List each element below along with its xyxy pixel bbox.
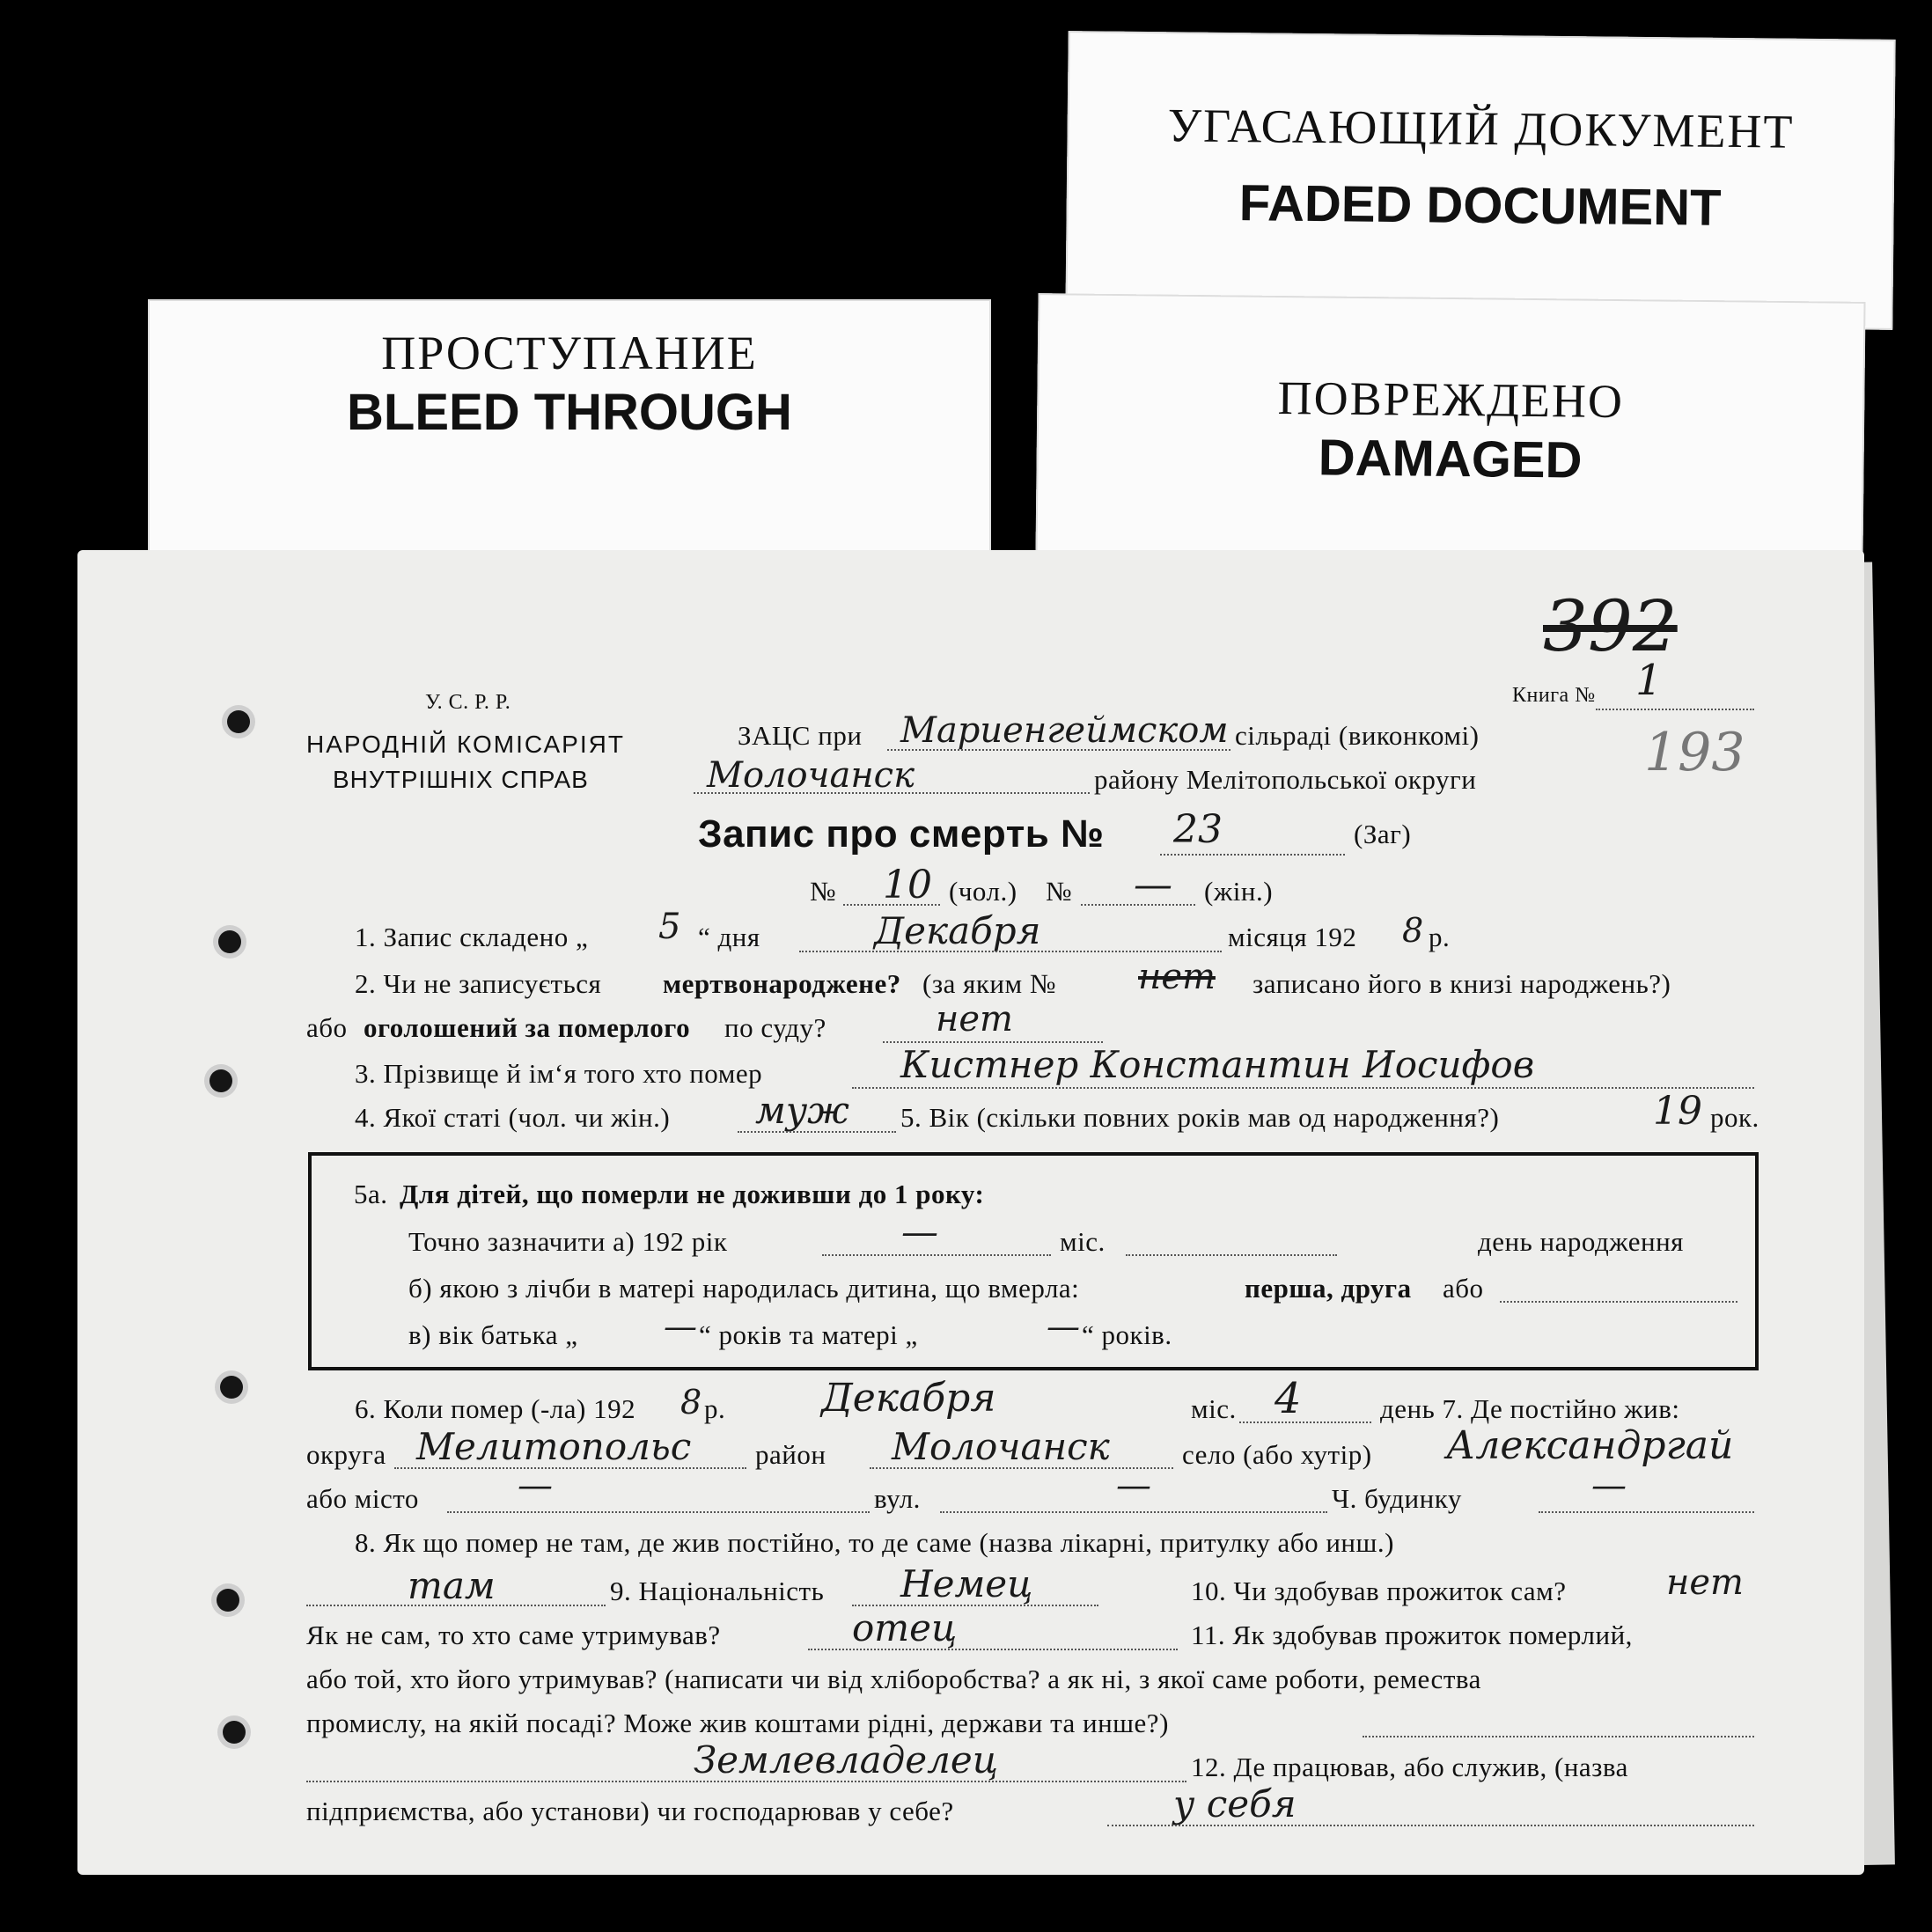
bleed-through-label: [148, 299, 991, 555]
f5a-year-value: —: [901, 1210, 938, 1253]
f7-street: —: [1116, 1466, 1151, 1506]
header-commissariat: НАРОДНІЙ КОМІСАРІЯТ: [306, 731, 625, 758]
f2-stillborn: мертвонароджене?: [663, 968, 901, 999]
f10b-line: [808, 1649, 1178, 1650]
f7-raion: Молочанск: [892, 1425, 1110, 1468]
book-number-line: [1596, 709, 1754, 710]
f7-okruga-label: округа: [306, 1439, 386, 1470]
f1-month-line: [799, 951, 1222, 952]
punch-hole: [217, 1589, 239, 1612]
f2-declared-dead: оголошений за померлого: [364, 1012, 691, 1043]
f10-label: 10. Чи здобував прожиток сам?: [1191, 1576, 1567, 1606]
female-no-label: №: [1046, 876, 1073, 907]
f12-label-b: підприємства, або установи) чи господарював у себе?: [306, 1796, 954, 1826]
record-number: 23: [1173, 807, 1223, 852]
f5-age: 19: [1653, 1089, 1702, 1134]
f11-label-start: 11. Як здобував прожиток померлий,: [1191, 1620, 1633, 1650]
f5a-line1-a: Точно зазначити а) 192 рік: [408, 1226, 728, 1257]
damaged-label-ru: ПОВРЕЖДЕНО: [1277, 371, 1625, 429]
f10-value: нет: [1666, 1562, 1744, 1603]
f7-selo-label: село (або хутір): [1182, 1439, 1372, 1470]
f9-nationality: Немец: [900, 1562, 1033, 1605]
female-number: —: [1134, 863, 1172, 907]
male-label: (чол.): [949, 876, 1017, 907]
f3-label: 3. Прізвище й ім‘я того хто помер: [355, 1058, 763, 1089]
f7-okruga-line: [394, 1467, 746, 1469]
f11-line-2: [306, 1781, 1186, 1782]
infant-section-box: [308, 1152, 1759, 1370]
f5a-line3-a: в) вік батька „: [408, 1319, 578, 1350]
f4-sex-line: [738, 1131, 896, 1133]
f2-label-b: (за яким №: [922, 968, 1056, 999]
f11-line-1: [1363, 1736, 1754, 1737]
f7-okruga: Мелитопольс: [416, 1425, 692, 1468]
bleed-label-en: BLEED THROUGH: [347, 384, 792, 441]
f5-years-label: рок.: [1710, 1102, 1759, 1133]
f3-name: Кистнер Константин Иосифов: [900, 1043, 1535, 1086]
f1-label-a: 1. Запис складено „: [355, 922, 589, 952]
f6-label-b: р.: [704, 1393, 726, 1424]
f2-court-value: нет: [936, 999, 1013, 1039]
header-ussr: У. С. Р. Р.: [425, 691, 511, 714]
f5a-line2-b: або: [1443, 1273, 1484, 1304]
zags-name: Мариенгеймском: [900, 710, 1229, 751]
district-name: Молочанск: [707, 755, 915, 796]
male-number-line: [843, 904, 940, 906]
f5a-line2-bold: перша, друга: [1245, 1273, 1412, 1304]
f12-line: [1107, 1825, 1754, 1826]
f9-label: 9. Національність: [610, 1576, 825, 1606]
f7-raion-label: район: [755, 1439, 826, 1470]
f6-label-c: міс.: [1191, 1393, 1237, 1424]
f7-city: —: [518, 1466, 553, 1506]
bleed-label-ru: ПРОСТУПАНИЕ: [381, 327, 758, 379]
f1-label-b: “ дня: [698, 922, 760, 952]
f5a-mother-age: —: [1047, 1307, 1080, 1346]
damaged-label-en: DAMAGED: [1318, 429, 1583, 489]
f5a-line1-b: міс.: [1060, 1226, 1106, 1257]
f1-month: Декабря: [874, 909, 1041, 952]
faded-label-en: FADED DOCUMENT: [1238, 174, 1722, 237]
f1-label-c: місяця 192: [1228, 922, 1357, 952]
f8-place: там: [408, 1564, 496, 1607]
record-title: Запис про смерть №: [698, 812, 1105, 856]
f5a-line1-c: день народження: [1478, 1226, 1684, 1257]
f2-label-a: 2. Чи не записується: [355, 968, 602, 999]
f5a-order-line: [1500, 1301, 1737, 1303]
f5a-title: Для дітей, що померли не доживши до 1 року:: [400, 1179, 985, 1209]
f6-day: 4: [1275, 1374, 1302, 1423]
male-no-label: №: [810, 876, 837, 907]
f6-month: Декабря: [821, 1376, 996, 1421]
zags-prefix: ЗАЦС при: [738, 720, 863, 751]
f4-label: 4. Якої статі (чол. чи жін.): [355, 1102, 671, 1133]
f7-street-line: [940, 1511, 1327, 1513]
f7-house: —: [1591, 1466, 1627, 1506]
f5a-line3-c: “ років.: [1082, 1319, 1172, 1350]
punch-hole: [209, 1069, 232, 1092]
punch-hole: [223, 1721, 246, 1744]
f12-value: у себя: [1173, 1782, 1297, 1825]
f8-label: 8. Як що помер не там, де жив постійно, то де саме (назва лікарні, притулку або инш.): [355, 1527, 1394, 1558]
f5a-month-line: [1126, 1254, 1337, 1256]
record-title-suffix: (Заг): [1354, 819, 1412, 849]
f4-sex: муж: [755, 1089, 849, 1132]
f7-city-line: [447, 1511, 870, 1513]
f7-house-label: Ч. будинку: [1332, 1483, 1462, 1514]
f11-label-a: або той, хто його утримував? (написати чи від хліборобства? а як ні, з якої саме роботи, ремества: [306, 1664, 1481, 1694]
damaged-label: [1035, 293, 1865, 566]
female-label: (жін.): [1204, 876, 1274, 907]
male-number: 10: [883, 863, 932, 907]
punch-hole: [220, 1376, 243, 1399]
f3-name-line: [852, 1087, 1754, 1089]
page-number-side: 193: [1644, 722, 1745, 783]
f1-year: 8: [1402, 911, 1424, 950]
punch-hole: [227, 710, 250, 733]
f5-label: 5. Вік (скільки повних років мав од народження?): [900, 1102, 1500, 1133]
f1-day: 5: [658, 907, 681, 947]
f5a-number: 5а.: [354, 1179, 388, 1209]
book-number: 1: [1635, 656, 1663, 705]
faded-label-ru: УГАСАЮЩИЙ ДОКУМЕНТ: [1167, 99, 1795, 158]
punch-hole: [218, 930, 241, 953]
f7-city-label: або місто: [306, 1483, 419, 1514]
page-number-top: 392: [1543, 585, 1678, 667]
f5a-line3-b: “ років та матері „: [699, 1319, 918, 1350]
header-internal-affairs: ВНУТРІШНІХ СПРАВ: [333, 766, 589, 793]
book-label: Книга №: [1512, 684, 1596, 707]
f5a-line2-a: б) якою з лічби в матері народилась дитина, що вмерла:: [408, 1273, 1080, 1304]
f1-label-d: р.: [1429, 922, 1451, 952]
faded-document-label: [1065, 31, 1895, 330]
f8-place-line: [306, 1605, 606, 1606]
f12-label-a: 12. Де працював, або служив, (назва: [1191, 1752, 1628, 1782]
f6-label-a: 6. Коли помер (-ла) 192: [355, 1393, 636, 1424]
f2-label-e: по суду?: [724, 1012, 826, 1043]
death-record-page: [77, 550, 1864, 1875]
f11-occupation: Землевладелец: [694, 1738, 999, 1781]
f10b-value: отец: [852, 1606, 958, 1649]
f6-label-d: день 7. Де постійно жив:: [1380, 1393, 1680, 1424]
f7-house-line: [1539, 1511, 1754, 1513]
f2-label-d: або: [306, 1012, 348, 1043]
f2-number: нет: [1138, 957, 1216, 997]
district-suffix: району Мелітопольської округи: [1094, 764, 1477, 795]
record-number-line: [1160, 854, 1345, 856]
f6-day-line: [1239, 1421, 1371, 1423]
f7-selo: Александргай: [1446, 1423, 1734, 1468]
district-line: [694, 792, 1090, 794]
f11-label-b: промислу, на якій посаді? Може жив коштами рідні, держави та инше?): [306, 1708, 1169, 1738]
f5a-year-line: [822, 1254, 1051, 1256]
zags-name-line: [887, 749, 1230, 751]
zags-suffix: сільраді (виконкомі): [1235, 720, 1480, 751]
f5a-father-age: —: [664, 1307, 697, 1346]
f7-street-label: вул.: [874, 1483, 921, 1514]
f10b-label: Як не сам, то хто саме утримував?: [306, 1620, 721, 1650]
f6-year: 8: [680, 1383, 702, 1421]
f2-label-c: записано його в книзі народжень?): [1252, 968, 1671, 999]
female-number-line: [1081, 904, 1195, 906]
